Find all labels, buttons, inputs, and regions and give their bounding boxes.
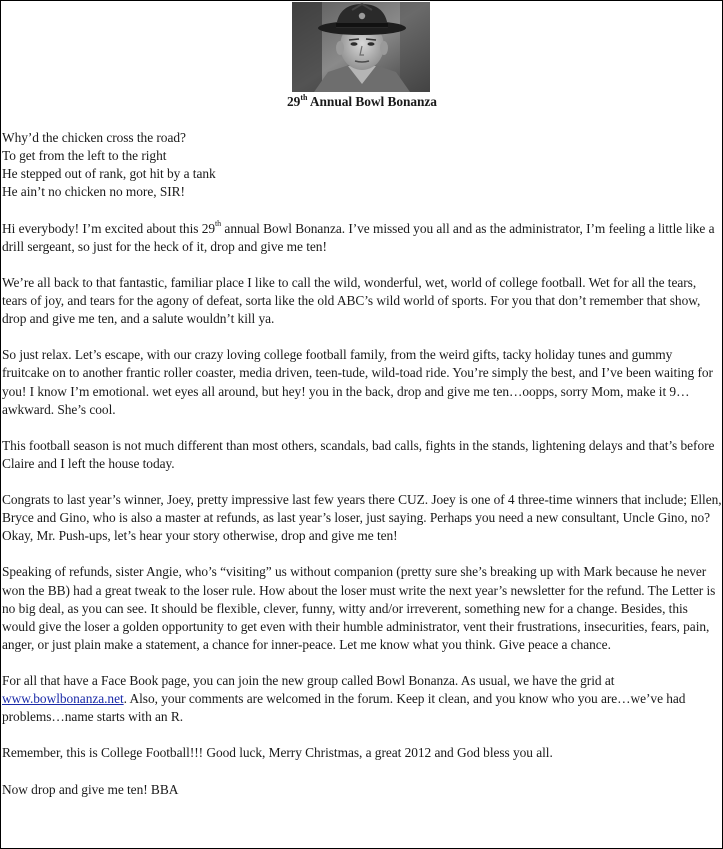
poem-line: He ain’t no chicken no more, SIR!	[2, 184, 185, 200]
intro-paragraph	[2, 220, 722, 256]
title-ordinal-suffix: th	[300, 92, 308, 102]
drill-sergeant-photo	[292, 2, 430, 92]
intro-ordinal-suffix: th	[215, 219, 222, 229]
body-paragraph: So just relax. Let’s escape, with our crazy loving college football family, from the weird gifts, tacky holiday tunes and gummy fruitcake on to another frantic roller coaster, media driven, teen-tude, wild-toad ride. You’re simply the best, and I’ve been waiting for you! I know I’m emotional. wet eyes all around, but hey! you in the back, drop and give me ten…oopps, sorry Mom, make it 9…awkward. She’s cool.	[2, 347, 713, 417]
body-paragraph: This football season is not much different than most others, scandals, bad calls, fights in the stands, lightening delays and that’s before Claire and I left the house today.	[2, 437, 715, 471]
poem-line: He stepped out of rank, got hit by a tank	[2, 166, 216, 182]
body-paragraph: Congrats to last year’s winner, Joey, pretty impressive last few years there CUZ. Joey is one of 4 three-time winners that include; Ellen, Bryce and Gino, who is also a master at refunds, as last year’s loser, just saying. Perhaps you need a new consultant, Uncle Gino, no? Okay, Mr. Push-ups, let’s hear your story otherwise, drop and give me ten!	[2, 492, 722, 544]
poem-line: To get from the left to the right	[2, 148, 167, 164]
body-paragraph: Speaking of refunds, sister Angie, who’s “visiting” us without companion (pretty sure she’s breaking up with Mark because he never won the BB) had a great tweak to the loser rule. How about the loser must write the next year’s newsletter for the refund. The Letter is no big deal, as you can see. It should be flexible, clever, funny, witty and/or irreverent, something new for a change. Besides, this would give the loser a golden opportunity to get even with their humble administrator, vent their frustrations, insecurities, fears, pain, anger, or just plain make a statement, a chance for inner-peace. Let me know what you think. Give peace a chance.	[2, 564, 716, 652]
bowlbonanza-website-link[interactable]: www.bowlbonanza.net	[2, 691, 124, 707]
closing-paragraph: Remember, this is College Football!!! Good luck, Merry Christmas, a great 2012 and God bless you all.	[2, 745, 553, 761]
cadence-poem	[2, 129, 722, 201]
poem-line: Why’d the chicken cross the road?	[2, 130, 186, 146]
intro-text-end: annual Bowl Bonanza. I’ve missed you all and as the administrator, I’m feeling a little like a drill sergeant, so just for the heck of it, drop and give me ten!	[2, 220, 715, 254]
title-ordinal: 29	[287, 94, 301, 109]
body-paragraph: We’re all back to that fantastic, familiar place I like to call the wild, wonderful, wet, world of college football. Wet for all the tears, tears of joy, and tears for the agony of defeat, sorta like the old ABC’s wild world of sports. For you that don’t remember that show, drop and give me ten, and a salute wouldn’t kill ya.	[2, 274, 701, 327]
title-text: Annual Bowl Bonanza	[307, 94, 437, 109]
facebook-paragraph	[2, 672, 722, 726]
intro-text-start: Hi everybody! I’m excited about this 29	[2, 220, 215, 236]
newsletter-body	[1, 93, 722, 799]
signoff-paragraph: Now drop and give me ten! BBA	[2, 781, 179, 797]
facebook-text-start: For all that have a Face Book page, you can join the new group called Bowl Bonanza. As usual, we have the grid at	[2, 673, 615, 688]
facebook-text-end: . Also, your comments are welcomed in the forum. Keep it clean, and you know who you are…we’ve had problems…name starts with an R.	[2, 691, 686, 725]
newsletter-title	[2, 93, 722, 111]
